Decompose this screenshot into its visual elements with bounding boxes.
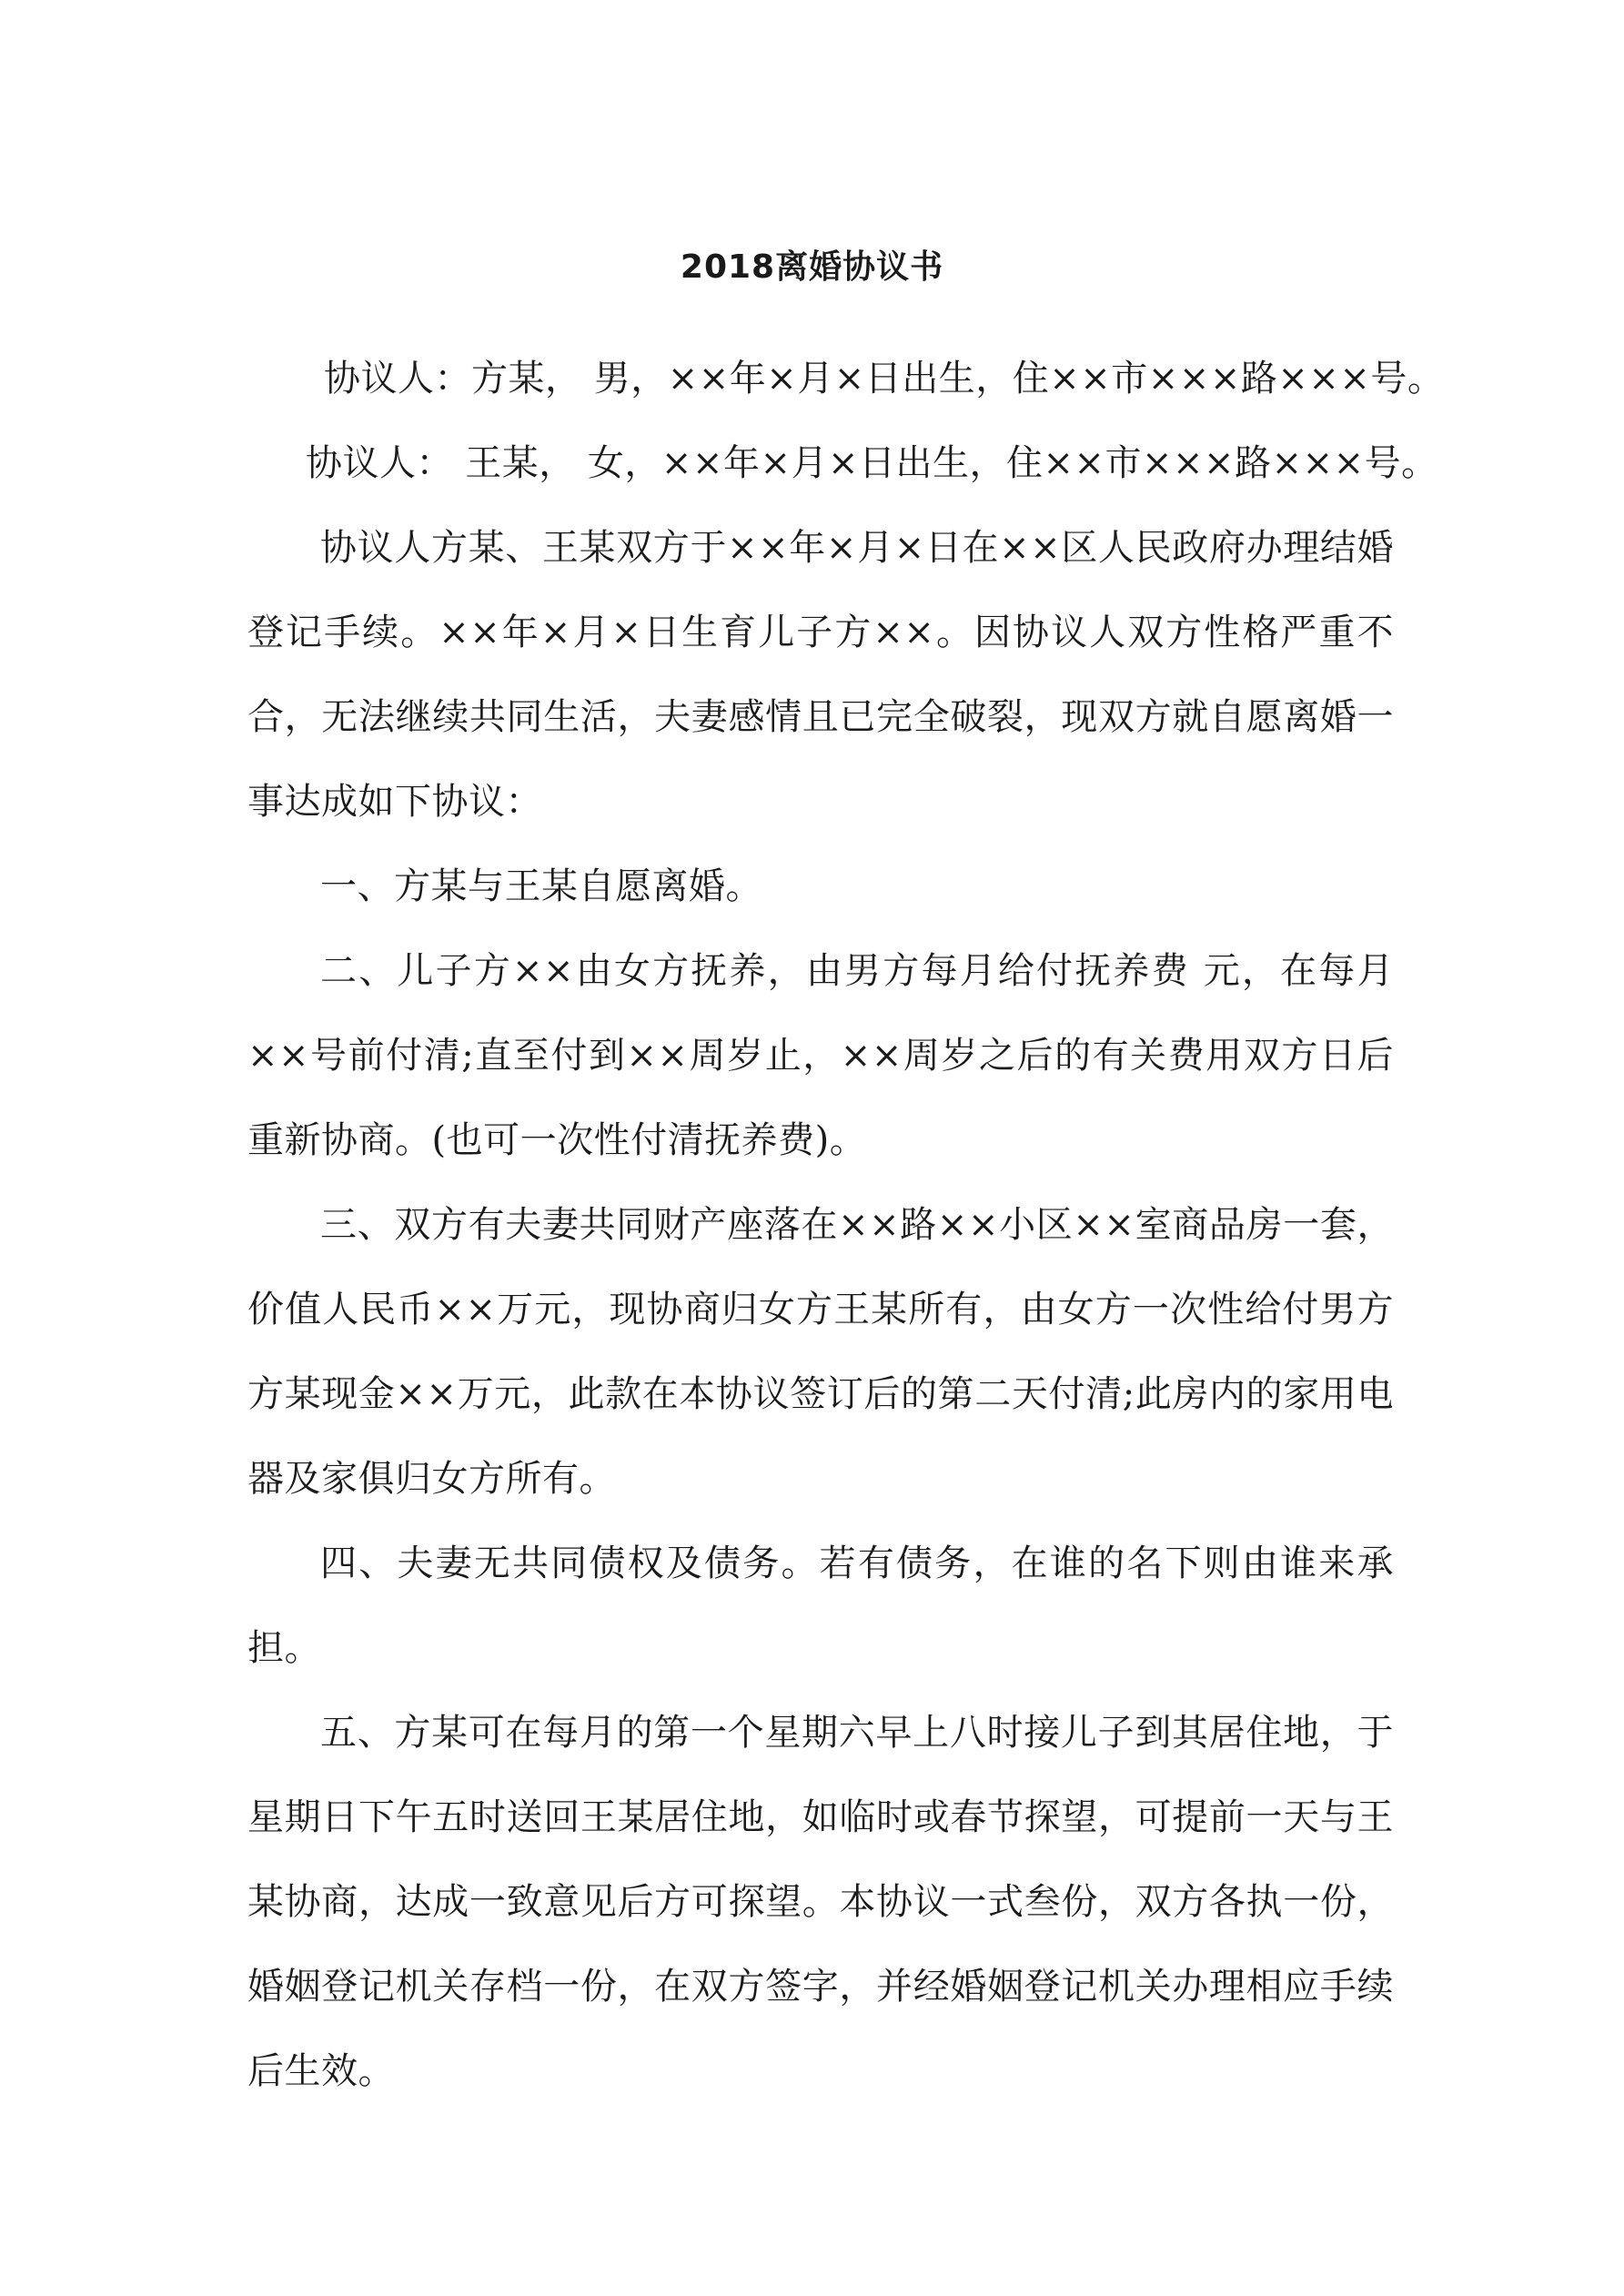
paragraph-clause-2: 二、儿子方××由女方抚养，由男方每月给付抚养费 元，在每月××号前付清;直至付到××周岁止，××周岁之后的有关费用双方日后重新协商。(也可一次性付清抚养费)。 bbox=[247, 950, 1394, 1161]
paragraph-clause-4: 四、夫妻无共同债权及债务。若有债务，在谁的名下则由谁来承担。 bbox=[247, 1542, 1394, 1669]
paragraph-clause-5: 五、方某可在每月的第一个星期六早上八时接儿子到其居住地，于星期日下午五时送回王某居住地，如临时或春节探望，可提前一天与王某协商，达成一致意见后方可探望。本协议一式叁份，双方各执一份，婚姻登记机关存档一份，在双方签字，并经婚姻登记机关办理相应手续后生效。 bbox=[247, 1712, 1394, 2092]
paragraph-clause-1: 一、方某与王某自愿离婚。 bbox=[320, 865, 762, 907]
document-body bbox=[247, 337, 1445, 2114]
document-title: 2018离婚协议书 bbox=[680, 248, 944, 286]
party-line-2: 协议人： 王某， 女，××年×月×日出生，住××市×××路×××号。 bbox=[306, 442, 1438, 484]
paragraph-clause-3: 三、双方有夫妻共同财产座落在××路××小区××室商品房一套，价值人民币××万元，现协商归女方王某所有，由女方一次性给付男方方某现金××万元，此款在本协议签订后的第二天付清;此房内的家用电器及家俱归女方所有。 bbox=[247, 1204, 1394, 1500]
party-line-1: 协议人：方某， 男，××年×月×日出生，住××市×××路×××号。 bbox=[324, 358, 1445, 400]
paragraph-intro: 协议人方某、王某双方于××年×月×日在××区人民政府办理结婚登记手续。××年×月×日生育儿子方××。因协议人双方性格严重不合，无法继续共同生活，夫妻感情且已完全破裂，现双方就自愿离婚一事达成如下协议： bbox=[247, 527, 1394, 823]
